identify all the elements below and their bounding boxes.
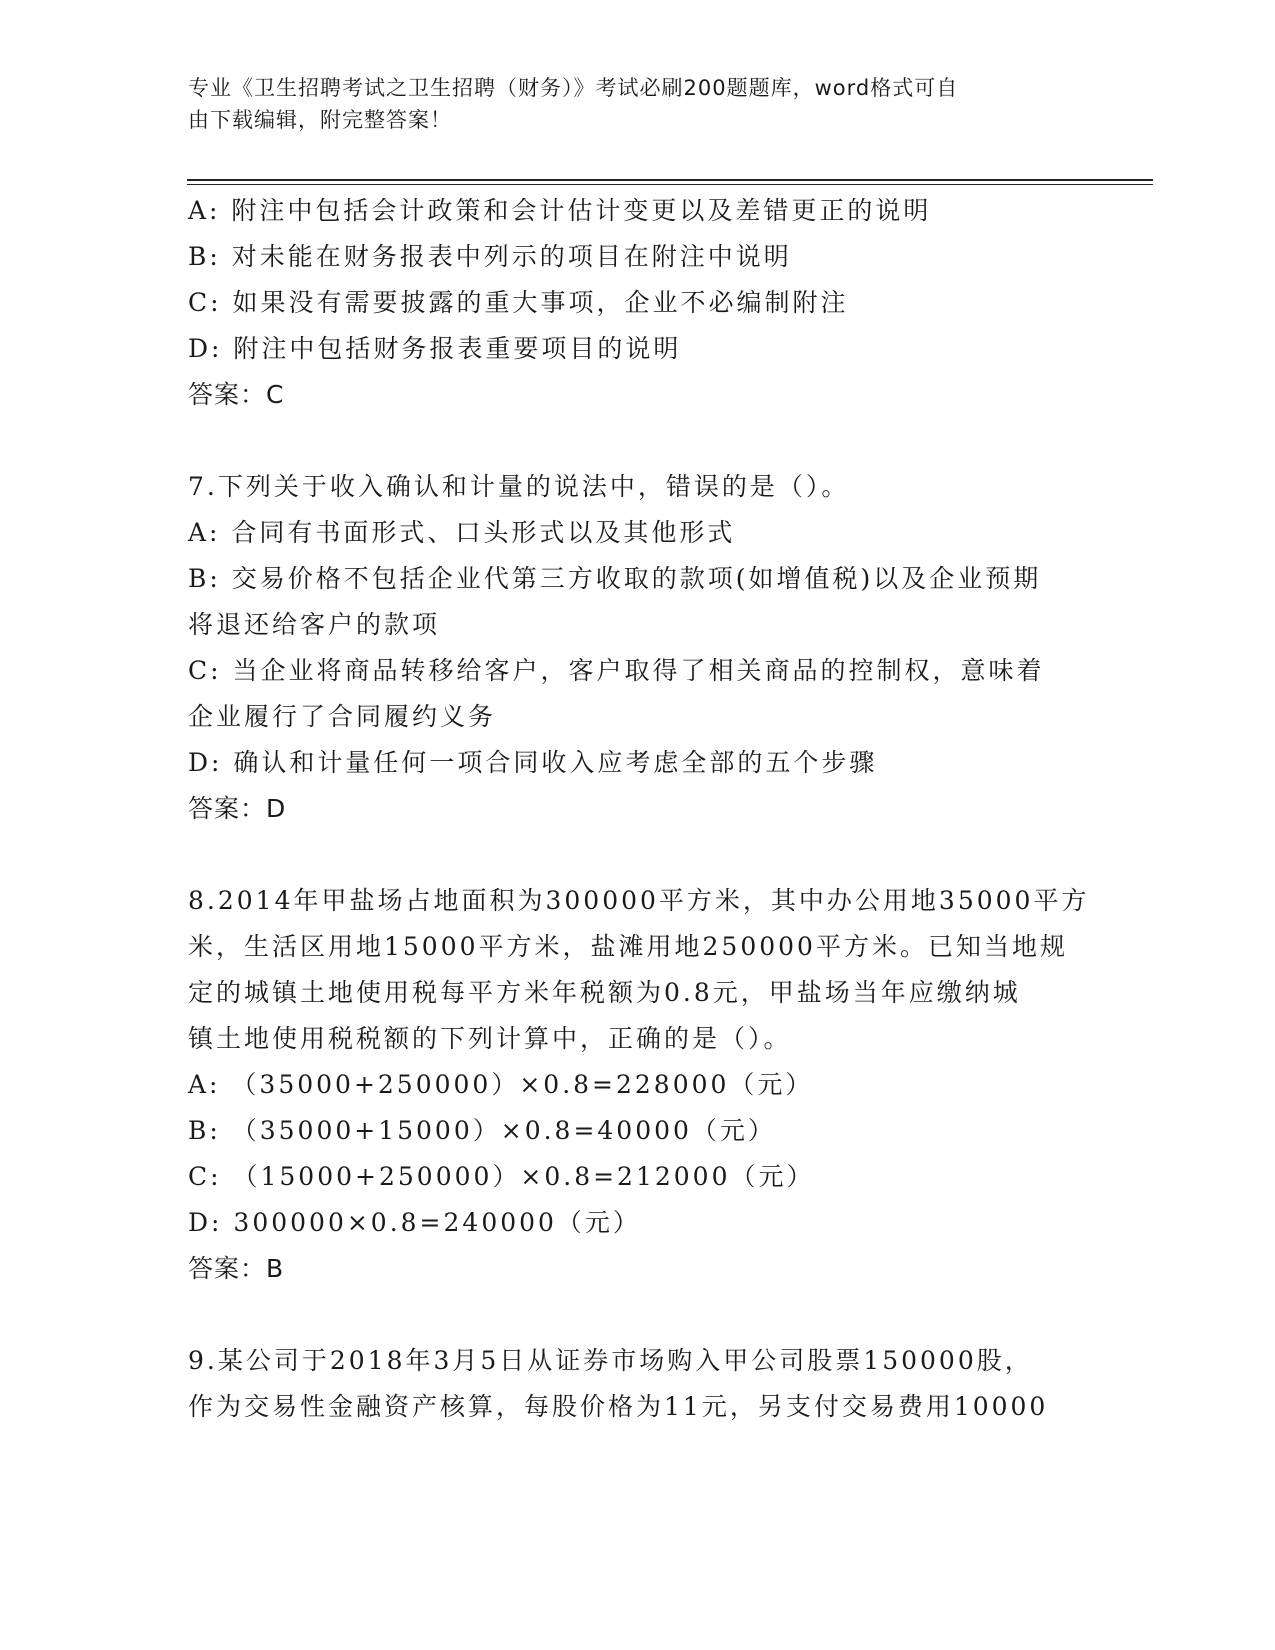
question-7 bbox=[188, 464, 1088, 832]
header-line-2: 由下载编辑，附完整答案！ bbox=[188, 108, 452, 132]
option-a: A: （35000+250000）×0.8=228000（元） bbox=[188, 1070, 814, 1099]
question-stem-continued: 镇土地使用税税额的下列计算中，正确的是（）。 bbox=[188, 1024, 792, 1053]
question-stem: 9.某公司于2018年3月5日从证券市场购入甲公司股票150000股， bbox=[188, 1346, 1033, 1375]
option-b: B: 对未能在财务报表中列示的项目在附注中说明 bbox=[188, 242, 792, 271]
question-9 bbox=[188, 1338, 1088, 1430]
option-a: A: 附注中包括会计政策和会计估计变更以及差错更正的说明 bbox=[188, 196, 932, 225]
option-d: D: 确认和计量任何一项合同收入应考虑全部的五个步骤 bbox=[188, 748, 878, 777]
spacer bbox=[188, 418, 1088, 464]
answer-line: 答案：C bbox=[188, 380, 285, 409]
spacer bbox=[188, 832, 1088, 878]
question-stem-continued: 米，生活区用地15000平方米，盐滩用地250000平方米。已知当地规 bbox=[188, 932, 1068, 961]
option-b-continued: 将退还给客户的款项 bbox=[188, 610, 441, 639]
question-stem-continued: 定的城镇土地使用税每平方米年税额为0.8元，甲盐场当年应缴纳城 bbox=[188, 978, 1021, 1007]
option-d: D: 300000×0.8=240000（元） bbox=[188, 1208, 641, 1237]
header-line-1: 专业《卫生招聘考试之卫生招聘（财务）》考试必刷200题题库，word格式可自 bbox=[188, 76, 959, 100]
question-8 bbox=[188, 878, 1088, 1292]
header-divider-thin bbox=[187, 184, 1153, 185]
document-body bbox=[188, 188, 1088, 1430]
answer-line: 答案：B bbox=[188, 1254, 285, 1283]
option-c-continued: 企业履行了合同履约义务 bbox=[188, 702, 497, 731]
answer-line: 答案：D bbox=[188, 794, 287, 823]
question-6-options bbox=[188, 188, 1088, 418]
option-b: B: 交易价格不包括企业代第三方收取的款项(如增值税)以及企业预期 bbox=[188, 564, 1042, 593]
question-stem: 7.下列关于收入确认和计量的说法中，错误的是（）。 bbox=[188, 472, 850, 501]
page-header bbox=[188, 72, 1068, 136]
option-c: C: 当企业将商品转移给客户，客户取得了相关商品的控制权，意味着 bbox=[188, 656, 1045, 685]
option-d: D: 附注中包括财务报表重要项目的说明 bbox=[188, 334, 682, 363]
question-stem-continued: 作为交易性金融资产核算，每股价格为11元，另支付交易费用10000 bbox=[188, 1392, 1049, 1421]
option-c: C: （15000+250000）×0.8=212000（元） bbox=[188, 1162, 815, 1191]
option-b: B: （35000+15000）×0.8=40000（元） bbox=[188, 1116, 776, 1145]
option-a: A: 合同有书面形式、口头形式以及其他形式 bbox=[188, 518, 736, 547]
question-stem: 8.2014年甲盐场占地面积为300000平方米，其中办公用地35000平方 bbox=[188, 886, 1090, 915]
header-divider bbox=[187, 179, 1153, 181]
option-c: C: 如果没有需要披露的重大事项，企业不必编制附注 bbox=[188, 288, 849, 317]
spacer bbox=[188, 1292, 1088, 1338]
